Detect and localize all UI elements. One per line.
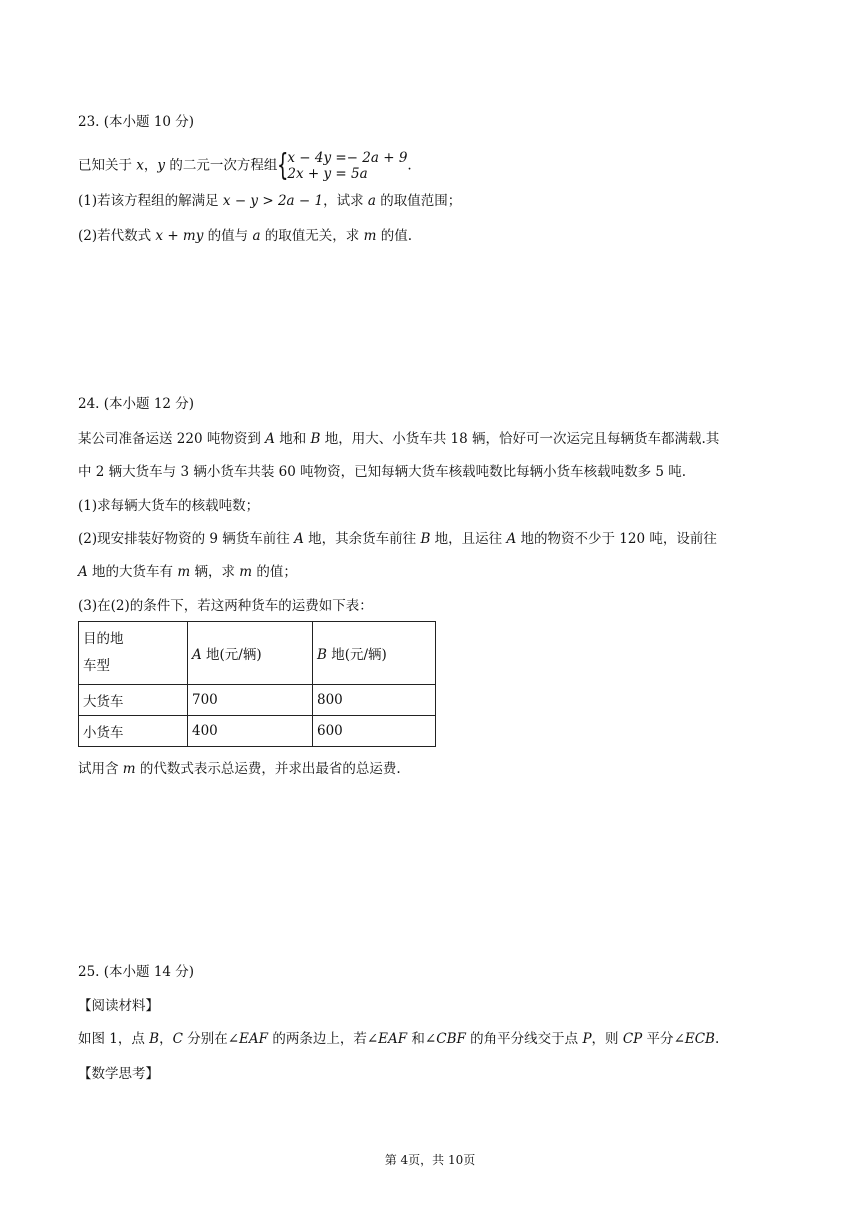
text: 的值与 bbox=[203, 228, 253, 244]
var-B: B bbox=[149, 1031, 160, 1047]
var-a: a bbox=[252, 228, 261, 244]
column-header-a bbox=[188, 622, 313, 685]
freight-table bbox=[78, 621, 436, 747]
text: 地和 bbox=[274, 431, 311, 447]
var-A: A bbox=[78, 564, 88, 580]
var-m: m bbox=[363, 228, 377, 244]
text: 试用含 bbox=[78, 761, 123, 777]
angle-ECB: ∠ECB bbox=[673, 1031, 715, 1047]
var-A: A bbox=[265, 431, 275, 447]
text: 地，用大、小货车共 18 辆，恰好可一次运完且每辆货车都满载.其 bbox=[320, 431, 720, 447]
text: . bbox=[714, 1031, 720, 1047]
var-B: B bbox=[317, 647, 327, 663]
table-cell: 600 bbox=[313, 716, 436, 747]
q24-part2-line1 bbox=[78, 529, 717, 549]
table-cell: 700 bbox=[188, 685, 313, 716]
text: ，试求 bbox=[323, 193, 368, 209]
text: 分别在 bbox=[182, 1031, 228, 1047]
var-m: m bbox=[122, 761, 136, 777]
q24-after-table bbox=[78, 759, 401, 779]
equation-2: 2x + y = 5a bbox=[287, 166, 368, 182]
text: 如图 1，点 bbox=[78, 1031, 150, 1047]
text: 地(元/辆) bbox=[326, 647, 387, 663]
text: 地(元/辆) bbox=[201, 647, 262, 663]
text: (2)若代数式 bbox=[78, 228, 156, 244]
corner-bottom-label: 车型 bbox=[83, 658, 110, 674]
text: 的代数式表示总运费，并求出最省的总运费. bbox=[135, 761, 401, 777]
equation-1: x − 4y =− 2a + 9 bbox=[287, 150, 408, 166]
text: 地，其余货车前往 bbox=[303, 531, 421, 547]
var-B: B bbox=[420, 531, 431, 547]
q23-stem bbox=[78, 150, 412, 182]
text: 地的大货车有 bbox=[87, 564, 178, 580]
q23-part1 bbox=[78, 191, 461, 211]
equation-system bbox=[277, 150, 407, 182]
expression: x + my bbox=[155, 228, 204, 244]
text: ， bbox=[159, 1031, 173, 1047]
text: ，则 bbox=[591, 1031, 623, 1047]
var-A: A bbox=[294, 531, 304, 547]
brace-icon: { bbox=[277, 148, 289, 183]
q24-part1: (1)求每辆大货车的核载吨数； bbox=[78, 498, 260, 514]
text: 和 bbox=[407, 1031, 425, 1047]
page-footer: 第 4页，共 10页 bbox=[384, 1153, 476, 1167]
q25-title: 25. (本小题 14 分) bbox=[78, 964, 195, 980]
table-row bbox=[79, 716, 436, 747]
text: 的取值范围； bbox=[375, 193, 462, 209]
text: (1)若该方程组的解满足 bbox=[78, 193, 223, 209]
q23-stem-text: 已知关于 bbox=[78, 157, 137, 174]
angle-EAF: ∠EAF bbox=[366, 1031, 408, 1047]
text: 的取值无关，求 bbox=[260, 228, 364, 244]
var-y: y bbox=[157, 157, 166, 174]
q23-stem-text-2: 的二元一次方程组 bbox=[165, 157, 278, 174]
q23-part2 bbox=[78, 226, 412, 246]
var-CP: CP bbox=[622, 1031, 643, 1047]
table-cell: 800 bbox=[313, 685, 436, 716]
q25-reading-heading: 【阅读材料】 bbox=[78, 998, 159, 1014]
text: 某公司准备运送 220 吨物资到 bbox=[78, 431, 266, 447]
angle-EAF: ∠EAF bbox=[227, 1031, 269, 1047]
var-A: A bbox=[506, 531, 517, 547]
text: 平分 bbox=[642, 1031, 674, 1047]
q24-part2-line2 bbox=[78, 562, 297, 582]
table-header-row bbox=[79, 622, 436, 685]
q24-line1 bbox=[78, 429, 719, 449]
var-m: m bbox=[177, 564, 191, 580]
text: 的值； bbox=[252, 564, 297, 580]
text: 地的物资不少于 120 吨，设前往 bbox=[516, 531, 717, 547]
row-label: 大货车 bbox=[79, 685, 188, 716]
q24-line2: 中 2 辆大货车与 3 辆小货车共装 60 吨物资，已知每辆大货车核载吨数比每辆小货车核载吨数多 5 吨. bbox=[78, 464, 687, 480]
column-header-b bbox=[313, 622, 436, 685]
text: 地，且运往 bbox=[430, 531, 507, 547]
table-corner-cell bbox=[79, 622, 188, 685]
var-P: P bbox=[582, 1031, 592, 1047]
text: 辆，求 bbox=[190, 564, 240, 580]
q23-title: 23. (本小题 10 分) bbox=[78, 114, 195, 130]
q25-line1 bbox=[78, 1029, 719, 1049]
var-m: m bbox=[239, 564, 253, 580]
var-x: x bbox=[136, 157, 144, 174]
corner-top-label: 目的地 bbox=[83, 631, 124, 647]
row-label: 小货车 bbox=[79, 716, 188, 747]
text: (2)现安排装好物资的 9 辆货车前往 bbox=[78, 531, 295, 547]
var-B: B bbox=[310, 431, 321, 447]
q25-thinking-heading: 【数学思考】 bbox=[78, 1066, 159, 1082]
var-a: a bbox=[367, 193, 376, 209]
text: 的两条边上，若 bbox=[268, 1031, 367, 1047]
inequality: x − y > 2a − 1 bbox=[222, 193, 324, 209]
comma: ， bbox=[143, 157, 158, 174]
text: 的值. bbox=[376, 228, 413, 244]
var-A: A bbox=[192, 647, 202, 663]
table-row bbox=[79, 685, 436, 716]
text: 的角平分线交于点 bbox=[465, 1031, 583, 1047]
angle-CBF: ∠CBF bbox=[424, 1031, 466, 1047]
q24-part3: (3)在(2)的条件下，若这两种货车的运费如下表： bbox=[78, 598, 373, 614]
q24-title: 24. (本小题 12 分) bbox=[78, 396, 195, 412]
table-cell: 400 bbox=[188, 716, 313, 747]
period: . bbox=[407, 157, 412, 174]
var-C: C bbox=[172, 1031, 183, 1047]
